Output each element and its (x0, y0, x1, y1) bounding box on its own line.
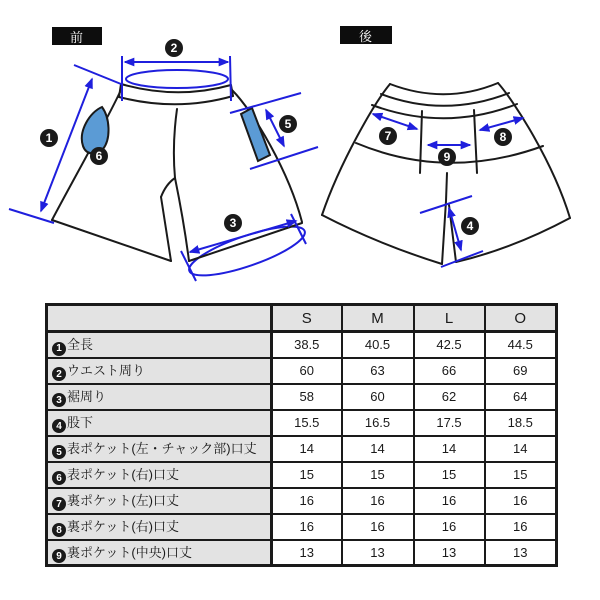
cell-value: 64 (485, 384, 557, 410)
row-number-badge: 9 (52, 549, 66, 563)
front-waistband-edges (119, 84, 233, 97)
cell-value: 58 (272, 384, 342, 410)
row-number-badge: 4 (52, 419, 66, 433)
row-label-text: 股下 (67, 414, 94, 430)
cell-value: 14 (414, 436, 485, 462)
svg-text:9: 9 (443, 150, 451, 164)
cell-value: 16 (342, 488, 414, 514)
cell-value: 14 (485, 436, 557, 462)
cell-value: 62 (414, 384, 485, 410)
cell-value: 16 (485, 514, 557, 540)
front-crotch-curve (161, 178, 175, 197)
cell-value: 14 (342, 436, 414, 462)
row-label-text: 表ポケット(左・チャック部)口丈 (67, 440, 257, 456)
cell-value: 16 (485, 488, 557, 514)
cell-value: 17.5 (414, 410, 485, 436)
back-right-outseam (498, 83, 570, 218)
measure-arrow-inseam (449, 208, 461, 250)
cell-value: 16 (414, 488, 485, 514)
row-number-badge: 7 (52, 497, 66, 511)
svg-text:1: 1 (45, 131, 53, 145)
cell-value: 63 (342, 358, 414, 384)
back-left-outseam (322, 84, 390, 215)
row-label (47, 332, 272, 358)
cell-value: 44.5 (485, 332, 557, 358)
back-pocket-seam-right (474, 110, 477, 173)
svg-text:6: 6 (95, 149, 103, 163)
cell-value: 60 (272, 358, 342, 384)
cell-value: 40.5 (342, 332, 414, 358)
marker-9 (438, 148, 456, 166)
back-pocket-seam-left (420, 111, 422, 173)
row-label-text: 裏ポケット(左)口丈 (67, 492, 180, 508)
cell-value: 15 (272, 462, 342, 488)
front-shorts-drawing (9, 39, 318, 285)
row-label (47, 514, 272, 540)
back-view-label: 後 (340, 26, 392, 44)
row-number-badge: 6 (52, 471, 66, 485)
table-row (47, 410, 557, 436)
row-label-text: ウエスト周り (67, 362, 146, 378)
row-label-text: 裾周り (67, 388, 107, 404)
row-label (47, 462, 272, 488)
cell-value: 13 (414, 540, 485, 566)
svg-text:8: 8 (499, 130, 507, 144)
marker-1 (40, 129, 58, 147)
back-shorts-drawing (322, 83, 570, 267)
cell-value: 66 (414, 358, 485, 384)
marker-7 (379, 127, 397, 145)
waist-opening-ellipse (126, 70, 228, 88)
table-row (47, 332, 557, 358)
svg-text:3: 3 (229, 216, 237, 230)
cell-value: 18.5 (485, 410, 557, 436)
row-label (47, 410, 272, 436)
measure-arrow-hem (190, 221, 296, 252)
row-label (47, 540, 272, 566)
row-number-badge: 3 (52, 393, 66, 407)
row-number-badge: 8 (52, 523, 66, 537)
table-row (47, 514, 557, 540)
row-number-badge: 2 (52, 367, 66, 381)
row-label (47, 488, 272, 514)
row-label (47, 436, 272, 462)
cell-value: 14 (272, 436, 342, 462)
cell-value: 16 (272, 514, 342, 540)
row-label-text: 裏ポケット(中央)口丈 (67, 544, 193, 560)
cell-value: 15 (485, 462, 557, 488)
marker-3 (224, 214, 242, 232)
front-view-label: 前 (52, 27, 102, 45)
svg-text:4: 4 (466, 219, 474, 233)
cell-value: 15 (414, 462, 485, 488)
size-header-s: S (272, 305, 342, 332)
corner-cell (47, 305, 272, 332)
row-label (47, 384, 272, 410)
table-row (47, 358, 557, 384)
cell-value: 16 (272, 488, 342, 514)
size-header-o: O (485, 305, 557, 332)
marker-5 (279, 115, 297, 133)
table-row (47, 540, 557, 566)
size-header-l: L (414, 305, 485, 332)
size-header-m: M (342, 305, 414, 332)
back-center-seam-slit (442, 173, 456, 264)
front-left-hem (52, 220, 171, 261)
size-table-container (45, 303, 558, 567)
svg-text:5: 5 (284, 117, 292, 131)
row-label (47, 358, 272, 384)
svg-text:7: 7 (384, 129, 392, 143)
svg-text:2: 2 (170, 41, 178, 55)
cell-value: 15 (342, 462, 414, 488)
cell-value: 42.5 (414, 332, 485, 358)
marker-8 (494, 128, 512, 146)
cell-value: 69 (485, 358, 557, 384)
cell-value: 60 (342, 384, 414, 410)
table-row (47, 384, 557, 410)
row-label-text: 表ポケット(右)口丈 (67, 466, 180, 482)
cell-value: 13 (272, 540, 342, 566)
cell-value: 15.5 (272, 410, 342, 436)
row-number-badge: 5 (52, 445, 66, 459)
row-number-badge: 1 (52, 342, 66, 356)
table-row (47, 436, 557, 462)
row-label-text: 裏ポケット(右)口丈 (67, 518, 180, 534)
cell-value: 38.5 (272, 332, 342, 358)
marker-2 (165, 39, 183, 57)
marker-6 (90, 147, 108, 165)
front-right-inseam (175, 178, 189, 261)
front-right-pocket-shape (241, 108, 270, 161)
table-row (47, 462, 557, 488)
cell-value: 16 (342, 514, 414, 540)
marker-4 (461, 217, 479, 235)
front-left-inseam (161, 197, 171, 261)
cell-value: 16 (414, 514, 485, 540)
cell-value: 13 (485, 540, 557, 566)
back-left-hem (322, 215, 442, 264)
row-label-text: 全長 (67, 337, 94, 352)
front-right-hem (189, 223, 302, 261)
front-left-pocket-shape (82, 107, 109, 154)
size-table (45, 303, 558, 567)
table-row (47, 488, 557, 514)
cell-value: 16.5 (342, 410, 414, 436)
cell-value: 13 (342, 540, 414, 566)
back-waist-top (390, 83, 498, 94)
size-table-header-row (47, 305, 557, 332)
front-waistband-seam (119, 96, 233, 104)
front-center-seam (174, 109, 177, 178)
